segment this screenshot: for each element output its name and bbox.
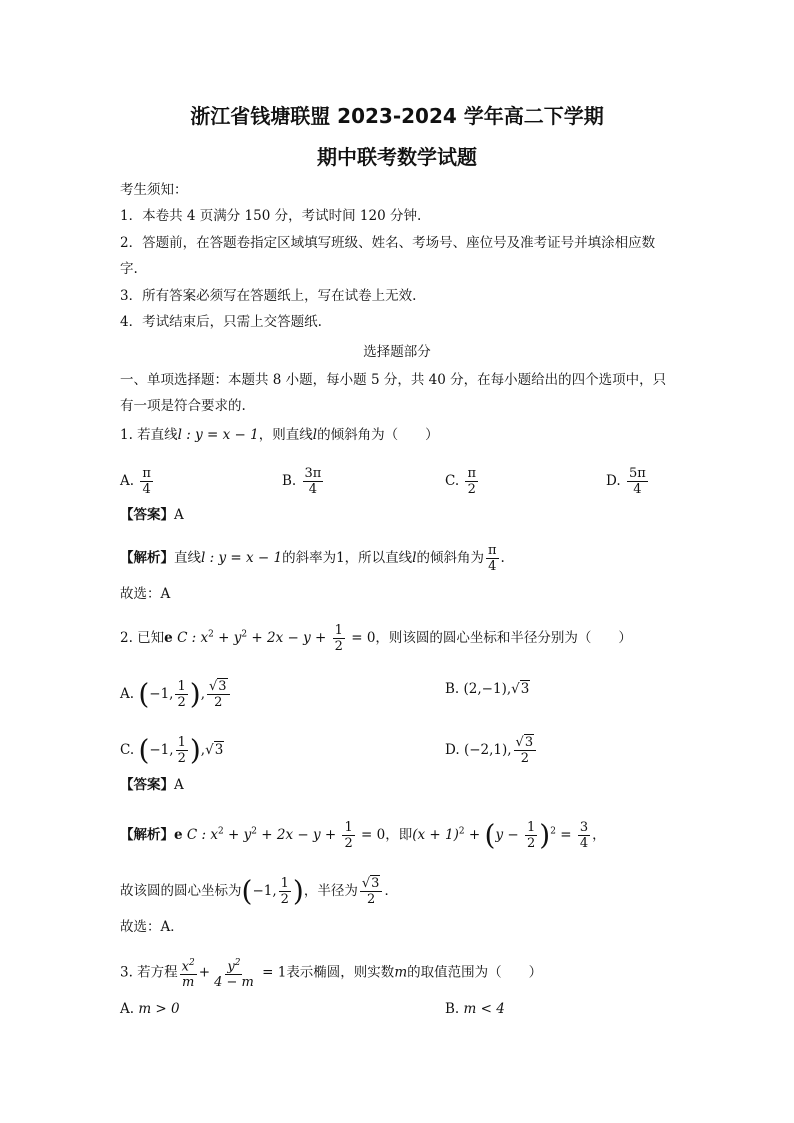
- section-heading: 选择题部分: [363, 344, 431, 360]
- notice-item-3: 3．所有答案必须写在答题纸上，写在试卷上无效.: [120, 288, 417, 304]
- q2-analysis-line2: 故该圆的圆心坐标为(−1, $\frac{1}{2}$ )，半径为 $\frac{√3}{2}$ ．: [120, 874, 398, 908]
- notice-item-4: 4．考试结束后，只需上交答题纸.: [120, 314, 322, 330]
- notice-item-1: 1．本卷共 4 页满分 150 分，考试时间 120 分钟.: [120, 208, 422, 224]
- q2-option-b: B. (2,−1),√3: [445, 681, 530, 697]
- q2-answer: 【答案】A: [120, 777, 184, 793]
- section-intro-1: 一、单项选择题：本题共 8 小题，每小题 5 分，共 40 分，在每小题给出的四个选项中，只: [120, 372, 667, 388]
- question-2-stem: 2. 已知e C : $x^2 + y^2 + 2x - y$ + $\frac{1}{2}$ = 0，则该圆的圆心坐标和半径分别为（ ）: [120, 623, 632, 654]
- q2-choice: 故选：A．: [120, 919, 184, 935]
- q2-option-a: A. (−1, $\frac{1}{2}$ ), $\frac{√3}{2}$: [120, 679, 232, 710]
- question-3-stem: 3. 若方程 $\frac{x^2}{m}$ + $\frac{y^2}{4 - m}$ = 1表示椭圆，则实数m的取值范围为（ ）: [120, 958, 543, 991]
- q1-option-b: B. $\frac{3\pi}{4}$: [282, 466, 322, 497]
- exam-title-line1: 浙江省钱塘联盟 2023-2024 学年高二下学期: [190, 104, 604, 128]
- q1-answer: 【答案】A: [120, 507, 184, 523]
- q1-choice: 故选：A: [120, 586, 171, 602]
- q3-option-b: B. m < 4: [445, 1001, 505, 1017]
- section-intro-2: 有一项是符合要求的.: [120, 398, 246, 414]
- q2-option-d: D. (−2,1), $\frac{√3}{2}$: [445, 735, 538, 766]
- notice-header: 考生须知：: [120, 182, 188, 198]
- q1-option-d: D. $\frac{5\pi}{4}$: [606, 466, 646, 497]
- q2-analysis: 【解析】e C : $x^2 + y^2 + 2x - y$ + $\frac{1}{2}$ = 0，即$(x + 1)^2 + (y$ − $\frac{1}{2}$ )$^2$ = $\frac{3}{4}$ ，: [120, 818, 606, 852]
- exam-title-line2: 期中联考数学试题: [317, 145, 477, 169]
- q2-option-c: C. (−1, $\frac{1}{2}$ ),√3: [120, 733, 224, 767]
- q1-option-c: C. $\frac{\pi}{2}$: [445, 466, 476, 497]
- question-1-stem: 1. 若直线l : y = x − 1，则直线l的倾斜角为（ ）: [120, 427, 439, 443]
- q1-option-a: A. $\frac{\pi}{4}$: [120, 466, 151, 497]
- notice-item-2-cont: 字.: [120, 261, 138, 277]
- q3-option-a: A. m > 0: [120, 1001, 180, 1017]
- q1-analysis: 【解析】直线l : y = x − 1的斜率为1，所以直线l的倾斜角为 $\frac{\pi}{4}$ .: [120, 543, 505, 574]
- notice-item-2: 2．答题前，在答题卷指定区域填写班级、姓名、考场号、座位号及准考证号并填涂相应数: [120, 235, 656, 251]
